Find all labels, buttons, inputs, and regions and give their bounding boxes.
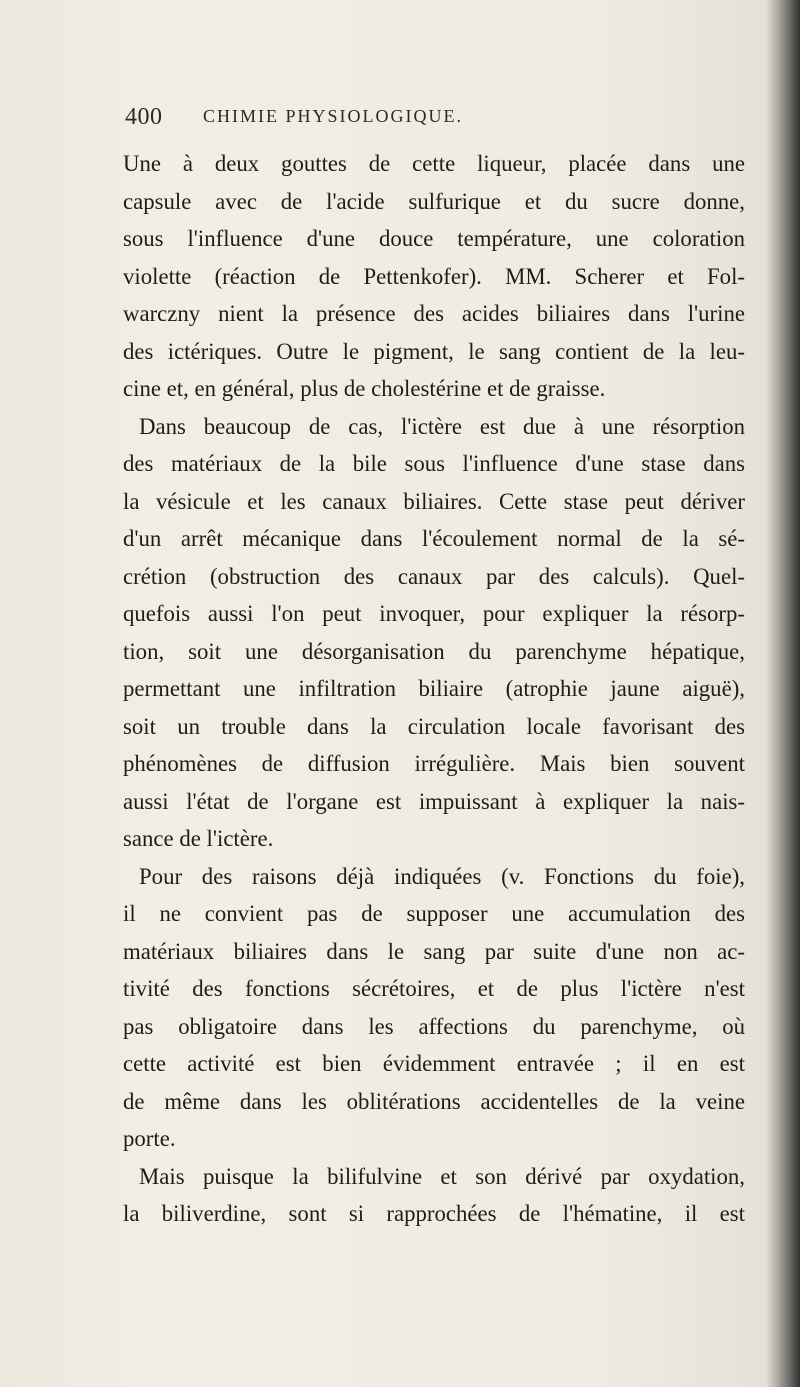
text-line: crétion (obstruction des canaux par des calculs). Quel- (123, 563, 745, 589)
text-line: violette (réaction de Pettenkofer). MM. Scherer et Fol- (123, 263, 745, 289)
text-line: Dans beaucoup de cas, l'ictère est due à une résorption (139, 413, 745, 439)
text-line: matériaux biliaires dans le sang par suite d'une non ac- (123, 938, 745, 964)
text-line: de même dans les oblitérations accidentelles de la veine (123, 1088, 745, 1114)
text-line: aussi l'état de l'organe est impuissant à expliquer la nais- (123, 788, 745, 814)
text-line: il ne convient pas de supposer une accumulation des (123, 901, 745, 926)
running-head: CHIMIE PHYSIOLOGIQUE. (203, 106, 463, 126)
text-line: permettant une infiltration biliaire (atrophie jaune aiguë), (123, 676, 745, 701)
text-line: Pour des raisons déjà indiquées (v. Fonctions du foie), (139, 863, 745, 889)
page-header (125, 104, 745, 132)
text-line: d'un arrêt mécanique dans l'écoulement normal de la sé- (123, 526, 745, 551)
text-line: sance de l'ictère. (123, 826, 274, 851)
text-line: la vésicule et les canaux biliaires. Cette stase peut dériver (123, 488, 745, 514)
text-line: quefois aussi l'on peut invoquer, pour expliquer la résorp- (123, 601, 745, 626)
page-edge-shadow (766, 0, 800, 1387)
text-line: sous l'influence d'une douce température, une coloration (123, 226, 745, 251)
text-line: cette activité est bien évidemment entravée ; il en est (123, 1051, 745, 1076)
text-line: Mais puisque la bilifulvine et son dérivé par oxydation, (139, 1163, 745, 1189)
body-text (123, 145, 745, 1233)
page-number: 400 (125, 104, 163, 130)
text-line: des matériaux de la bile sous l'influence d'une stase dans (123, 451, 745, 476)
text-line: porte. (123, 1126, 176, 1151)
text-line: tion, soit une désorganisation du parenchyme hépatique, (123, 638, 745, 664)
text-line: soit un trouble dans la circulation locale favorisant des (123, 713, 745, 739)
text-line: cine et, en général, plus de cholestérine et de graisse. (123, 376, 606, 401)
text-line: warczny nient la présence des acides biliaires dans l'urine (123, 301, 745, 326)
text-line: phénomènes de diffusion irrégulière. Mais bien souvent (123, 751, 745, 776)
text-line: des ictériques. Outre le pigment, le sang contient de la leu- (123, 338, 745, 364)
text-line: capsule avec de l'acide sulfurique et du sucre donne, (123, 188, 745, 214)
text-line: Une à deux gouttes de cette liqueur, placée dans une (123, 151, 745, 176)
text-line: tivité des fonctions sécrétoires, et de plus l'ictère n'est (123, 976, 745, 1001)
text-line: la biliverdine, sont si rapprochées de l'hématine, il est (123, 1201, 745, 1226)
text-line: pas obligatoire dans les affections du parenchyme, où (123, 1013, 745, 1039)
